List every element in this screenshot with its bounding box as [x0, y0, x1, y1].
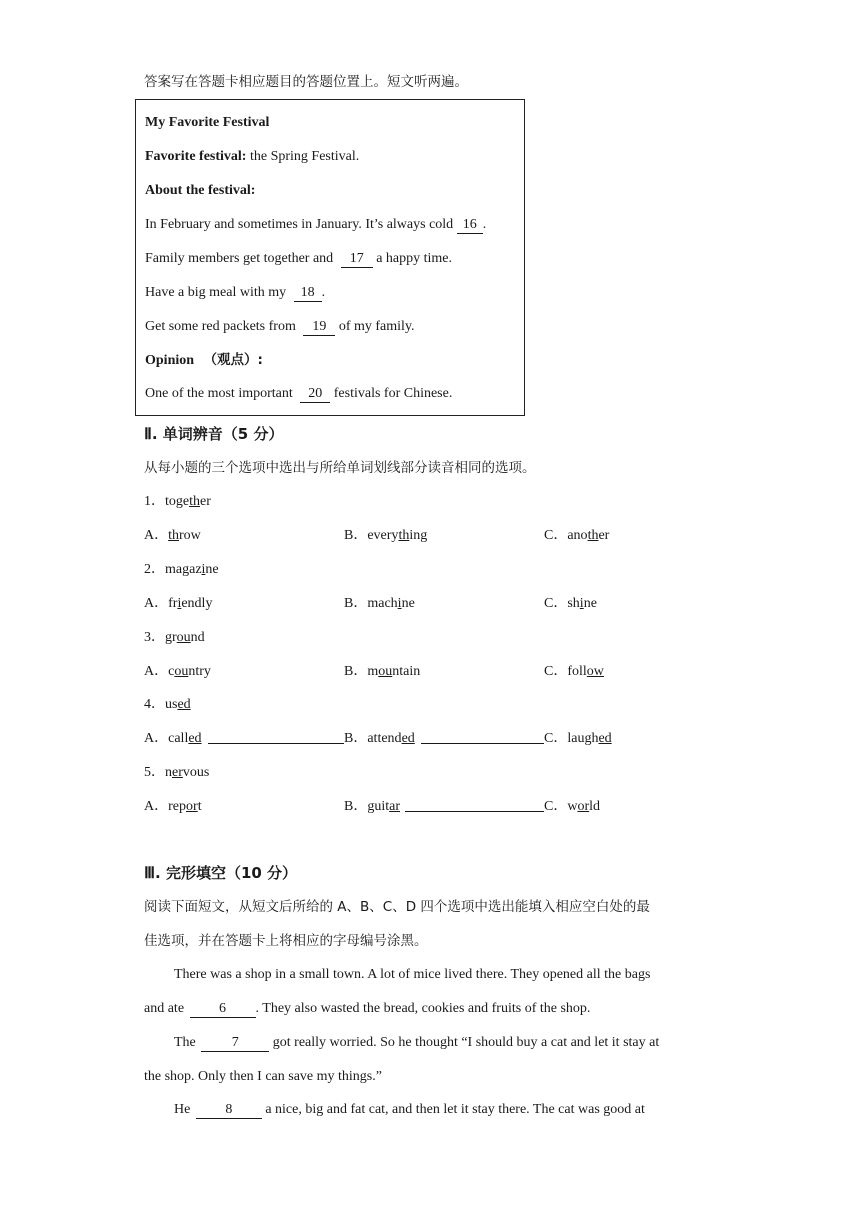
option-underlined: ou — [378, 664, 393, 679]
q4-option-c[interactable] — [544, 729, 612, 749]
q1-option-b[interactable] — [344, 526, 427, 546]
box-line-5 — [145, 384, 452, 404]
option-part: ntain — [392, 664, 421, 679]
q5-option-c[interactable] — [544, 797, 600, 817]
option-letter: A． — [144, 731, 169, 746]
passage-p1-line1: There was a shop in a small town. A lot of mice lived there. They opened all the bags — [174, 967, 651, 982]
question-1-word — [144, 492, 211, 512]
line-text: a happy time. — [372, 251, 452, 266]
option-part: endly — [181, 596, 213, 611]
option-letter: A． — [144, 528, 169, 543]
option-part: er — [598, 528, 610, 543]
option-letter: B． — [344, 596, 368, 611]
word-part: magaz — [165, 562, 202, 577]
option-underlined: th — [587, 528, 599, 543]
option-part: guit — [367, 799, 390, 814]
option-underlined: or — [186, 799, 198, 814]
line-text: Family members get together and — [145, 251, 337, 266]
option-letter: A． — [144, 664, 169, 679]
answer-blank-7[interactable]: 7 — [201, 1035, 269, 1052]
question-3-word — [144, 628, 205, 648]
line-text: festivals for Chinese. — [330, 386, 453, 401]
option-underlined: i — [397, 596, 402, 611]
q2-option-a[interactable] — [144, 594, 212, 614]
word-underlined: i — [201, 562, 206, 577]
option-part: m — [367, 664, 379, 679]
word-underlined: ou — [176, 630, 191, 645]
passage-p2-line2: the shop. Only then I can save my things.” — [144, 1069, 382, 1084]
q1-option-a[interactable] — [144, 526, 201, 546]
option-letter: B． — [344, 664, 368, 679]
option-underlined: i — [177, 596, 182, 611]
word-part: nd — [190, 630, 205, 645]
word-underlined: er — [172, 765, 183, 780]
option-part: sh — [567, 596, 580, 611]
question-number: 5． — [144, 765, 165, 780]
question-number: 1． — [144, 494, 165, 509]
line-text: got really worried. So he thought “I should buy a cat and let it stay at — [269, 1035, 660, 1050]
option-underlined: ar — [389, 799, 401, 814]
box-line-2 — [145, 249, 452, 269]
question-2-word — [144, 560, 219, 580]
option-letter: C． — [544, 596, 568, 611]
option-underlined: ed — [598, 731, 612, 746]
option-part: rep — [168, 799, 187, 814]
option-part: attend — [367, 731, 402, 746]
option-part: laugh — [567, 731, 599, 746]
option-underlined: th — [168, 528, 180, 543]
option-underlined: ou — [174, 664, 189, 679]
section-3-roman: Ⅲ — [144, 865, 156, 882]
option-part: c — [168, 664, 175, 679]
line-text: Have a big meal with my — [145, 285, 290, 300]
option-part: ld — [589, 799, 601, 814]
favorite-festival-line — [145, 147, 359, 167]
option-part: w — [567, 799, 578, 814]
box-line-4 — [145, 317, 415, 337]
word-part: ne — [205, 562, 219, 577]
option-letter: C． — [544, 731, 568, 746]
q3-option-c[interactable] — [544, 662, 604, 682]
answer-blank-20[interactable]: 20 — [300, 386, 330, 403]
word-part: gr — [165, 630, 177, 645]
answer-blank-17[interactable]: 17 — [341, 251, 373, 268]
option-part: every — [367, 528, 399, 543]
question-number: 3． — [144, 630, 165, 645]
q5-option-b[interactable] — [344, 797, 400, 817]
option-part: ing — [409, 528, 428, 543]
option-letter: B． — [344, 731, 368, 746]
option-letter: B． — [344, 528, 368, 543]
section-3-instruction-2: 佳选项，并在答题卡上将相应的字母编号涂黑。 — [144, 933, 428, 949]
word-part: n — [165, 765, 172, 780]
q3-option-b[interactable] — [344, 662, 420, 682]
option-part: fr — [168, 596, 178, 611]
option-letter: C． — [544, 528, 568, 543]
option-underlined: th — [398, 528, 410, 543]
q4-trailing-underline-a — [208, 729, 344, 744]
q4-option-a[interactable] — [144, 729, 202, 749]
answer-blank-19[interactable]: 19 — [303, 319, 335, 336]
option-part: row — [179, 528, 201, 543]
q5-trailing-underline-b — [405, 797, 544, 812]
word-underlined: th — [189, 494, 200, 509]
passage-p3-line1 — [174, 1100, 645, 1120]
section-2-heading — [144, 424, 283, 445]
word-part: us — [165, 697, 178, 712]
line-text: He — [174, 1102, 194, 1117]
option-part: ntry — [188, 664, 211, 679]
section-2-roman: Ⅱ — [144, 426, 152, 443]
line-text: and ate — [144, 1001, 188, 1016]
opinion-label: Opinion — [145, 353, 195, 368]
q2-option-b[interactable] — [344, 594, 415, 614]
intro-line: 答案写在答题卡相应题目的答题位置上。短文听两遍。 — [144, 74, 468, 90]
question-5-word — [144, 763, 209, 783]
option-part: t — [197, 799, 202, 814]
favorite-value: the Spring Festival. — [246, 149, 360, 164]
option-underlined: ed — [188, 731, 202, 746]
option-letter: A． — [144, 596, 169, 611]
option-letter: A． — [144, 799, 169, 814]
answer-blank-16[interactable]: 16 — [457, 217, 483, 234]
option-underlined: ed — [401, 731, 415, 746]
answer-blank-6[interactable]: 6 — [190, 1001, 256, 1018]
option-part: foll — [567, 664, 587, 679]
opinion-cn-label: （观点）: — [203, 352, 263, 368]
line-text: a nice, big and fat cat, and then let it stay there. The cat was good at — [261, 1102, 645, 1117]
box-line-3 — [145, 283, 325, 303]
word-part: toge — [165, 494, 190, 509]
line-text: . — [482, 217, 487, 232]
q1-option-c[interactable] — [544, 526, 609, 546]
option-part: call — [168, 731, 189, 746]
line-text: The — [174, 1035, 200, 1050]
question-4-word — [144, 695, 191, 715]
opinion-line — [145, 350, 263, 371]
word-part: vous — [182, 765, 210, 780]
q4-option-b[interactable] — [344, 729, 415, 749]
q3-option-a[interactable] — [144, 662, 211, 682]
question-number: 2． — [144, 562, 165, 577]
answer-blank-18[interactable]: 18 — [294, 285, 322, 302]
option-letter: C． — [544, 664, 568, 679]
answer-blank-8[interactable]: 8 — [196, 1102, 262, 1119]
option-part: mach — [367, 596, 398, 611]
option-part: ano — [567, 528, 588, 543]
section-3-heading — [144, 863, 297, 884]
q2-option-c[interactable] — [544, 594, 597, 614]
q4-trailing-underline-b — [421, 729, 544, 744]
word-underlined: ed — [177, 697, 191, 712]
passage-p1-line2 — [144, 999, 590, 1019]
q5-option-a[interactable] — [144, 797, 202, 817]
line-text: of my family. — [335, 319, 415, 334]
question-number: 4． — [144, 697, 165, 712]
passage-p2-line1 — [174, 1033, 659, 1053]
box-line-1 — [145, 215, 486, 235]
section-3-instruction-1: 阅读下面短文，从短文后所给的 A、B、C、D 四个选项中选出能填入相应空白处的最 — [144, 899, 650, 915]
option-underlined: ow — [586, 664, 604, 679]
option-part: ne — [583, 596, 597, 611]
box-title: My Favorite Festival — [145, 115, 270, 130]
line-text: One of the most important — [145, 386, 297, 401]
option-letter: C． — [544, 799, 568, 814]
favorite-label: Favorite festival: — [145, 149, 247, 164]
about-label: About the festival: — [145, 183, 256, 198]
section-2-instruction: 从每小题的三个选项中选出与所给单词划线部分读音相同的选项。 — [144, 460, 536, 476]
line-text: In February and sometimes in January. It’s always cold — [145, 217, 457, 232]
option-underlined: i — [579, 596, 584, 611]
line-text: . — [321, 285, 326, 300]
line-text: Get some red packets from — [145, 319, 300, 334]
line-text: . They also wasted the bread, cookies and fruits of the shop. — [255, 1001, 591, 1016]
option-letter: B． — [344, 799, 368, 814]
section-3-title: . 完形填空（10 分） — [155, 864, 298, 882]
option-part: ne — [401, 596, 415, 611]
section-2-title: . 单词辨音（5 分） — [151, 425, 284, 443]
option-underlined: or — [577, 799, 590, 814]
word-part: er — [200, 494, 211, 509]
